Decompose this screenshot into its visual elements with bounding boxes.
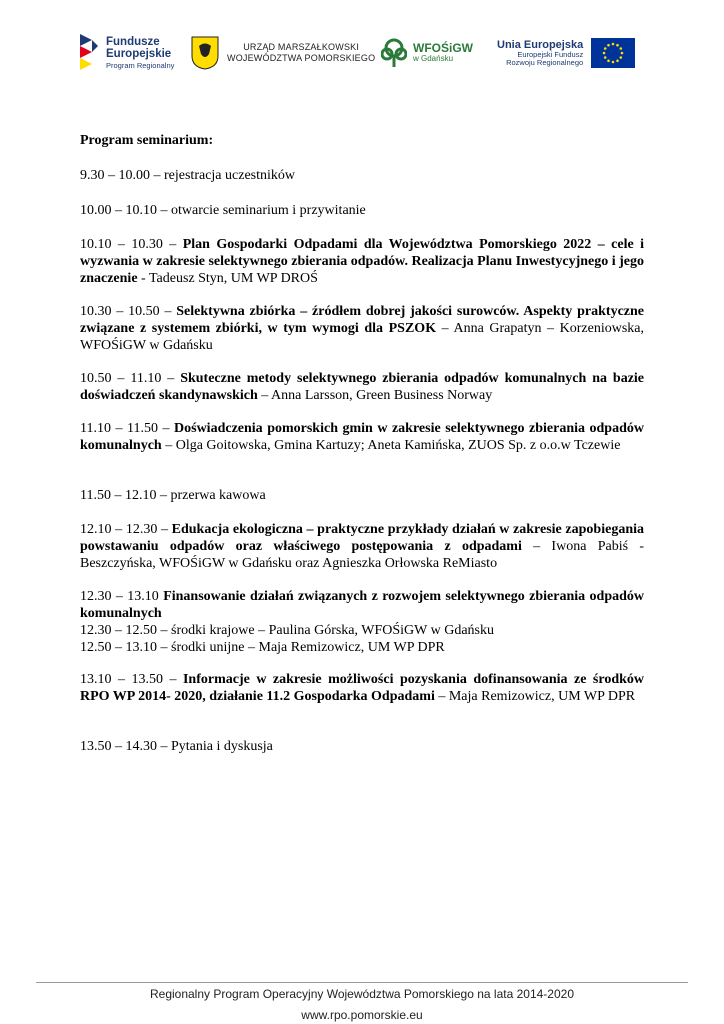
program-heading: Program seminarium: — [80, 133, 214, 148]
agenda-item — [80, 420, 644, 454]
item-title: Finansowanie działań związanych z rozwojem selektywnego zbierania odpadów komunalnych — [80, 589, 644, 621]
agenda-item — [80, 167, 644, 184]
fe-line3: Program Regionalny — [106, 61, 175, 71]
item-time: 13.10 – 13.50 – — [80, 672, 183, 687]
wfosigw-logo — [381, 30, 473, 76]
fe-line2: Europejskie — [106, 48, 172, 61]
item-time: 10.10 – 10.30 – — [80, 237, 183, 252]
agenda-item — [80, 521, 644, 572]
eu-flag-icon — [591, 38, 635, 68]
urzad-line2: WOJEWÓDZTWA POMORSKIEGO — [227, 53, 376, 63]
footer-program-name: Regionalny Program Operacyjny Województwa Pomorskiego na lata 2014-2020 — [149, 987, 574, 1001]
item-title: Edukacja ekologiczna – praktyczne przykłady działań w zakresie zapobiegania powstawaniu odpadów oraz właściwego postępowania z odpadami — [80, 522, 644, 554]
logo-bar — [0, 30, 724, 80]
agenda-item — [80, 588, 644, 622]
item-title: Plan Gospodarki Odpadami dla Województwa Pomorskiego 2022 – cele i wyzwania w zakresie selektywnego zbierania odpadów. Realizacja Planu Inwestycyjnego i jego znaczenie — [80, 237, 644, 286]
item-speaker: – Olga Goitowska, Gmina Kartuzy; Aneta Kamińska, ZUOS Sp. z o.o.w Tczewie — [161, 438, 621, 453]
item-time: 11.10 – 11.50 – — [80, 421, 175, 436]
item-text: otwarcie seminarium i przywitanie — [171, 203, 366, 218]
wfos-tree-icon — [381, 38, 407, 68]
agenda-item — [80, 738, 644, 755]
agenda-subitem: 12.30 – 12.50 – środki krajowe – Paulina Górska, WFOŚiGW w Gdańsku — [80, 623, 495, 638]
footer-website[interactable]: www.rpo.pomorskie.eu — [301, 1008, 423, 1022]
item-text: rejestracja uczestników — [164, 168, 295, 183]
item-time: 13.50 – 14.30 – — [80, 739, 171, 754]
item-speaker: – Anna Larsson, Green Business Norway — [257, 388, 493, 403]
wfos-line2: w Gdańsku — [413, 54, 454, 64]
ue-line3: Rozwoju Regionalnego — [506, 58, 584, 68]
item-speaker: – Maja Remizowicz, UM WP DPR — [434, 689, 636, 704]
item-speaker: - Tadeusz Styn, UM WP DROŚ — [137, 271, 318, 286]
item-text: Pytania i dyskusja — [171, 739, 273, 754]
item-time: 10.30 – 10.50 – — [80, 304, 177, 319]
agenda-item — [80, 303, 644, 354]
fe-line1: Fundusze — [106, 36, 160, 48]
item-title: Informacje w zakresie możliwości pozyskania dofinansowania ze środków RPO WP 2014- 2020, działanie 11.2 Gospodarka Odpadami — [80, 672, 644, 704]
urzad-marszalkowski-logo — [191, 30, 375, 76]
fundusze-europejskie-logo — [78, 30, 174, 76]
item-time: 10.00 – 10.10 – — [80, 203, 171, 218]
fe-star-mark-icon — [78, 32, 100, 74]
agenda-subitem: 12.50 – 13.10 – środki unijne – Maja Remizowicz, UM WP DPR — [80, 640, 445, 655]
item-text: przerwa kawowa — [170, 488, 266, 503]
item-time: 12.30 – 13.10 — [80, 589, 164, 604]
item-speaker: – Anna Grapatyn – Korzeniowska, WFOŚiGW w Gdańsku — [80, 321, 644, 353]
item-title: Doświadczenia pomorskich gmin w zakresie selektywnego zbierania odpadów komunalnych — [80, 421, 644, 453]
item-time: 11.50 – 12.10 – — [80, 488, 171, 503]
item-title: Selektywna zbiórka – źródłem dobrej jakości surowców. Aspekty praktyczne związane z systemem zbiórki, w tym wymogi dla PSZOK — [80, 304, 644, 336]
agenda-item — [80, 487, 644, 504]
item-title: Skuteczne metody selektywnego zbierania odpadów komunalnych na bazie doświadczeń skandynawskich — [80, 371, 645, 403]
agenda-item — [80, 370, 644, 404]
item-speaker: – Iwona Pabiś - Beszczyńska, WFOŚiGW w Gdańsku oraz Agnieszka Orłowska ReMiasto — [80, 539, 644, 571]
item-time: 12.10 – 12.30 – — [80, 522, 172, 537]
item-time: 10.50 – 11.10 – — [80, 371, 181, 386]
agenda-item — [80, 202, 644, 219]
item-time: 9.30 – 10.00 – — [80, 168, 164, 183]
agenda-item — [80, 236, 644, 287]
agenda-item — [80, 671, 644, 705]
ue-line1: Unia Europejska — [497, 38, 584, 51]
wfos-line1: WFOŚiGW — [413, 41, 473, 55]
pomorskie-crest-icon — [191, 36, 219, 70]
urzad-line1: URZĄD MARSZAŁKOWSKI — [243, 41, 360, 52]
footer-divider — [36, 982, 688, 983]
unia-europejska-logo — [497, 30, 635, 76]
ue-line2: Europejski Fundusz — [517, 49, 584, 59]
